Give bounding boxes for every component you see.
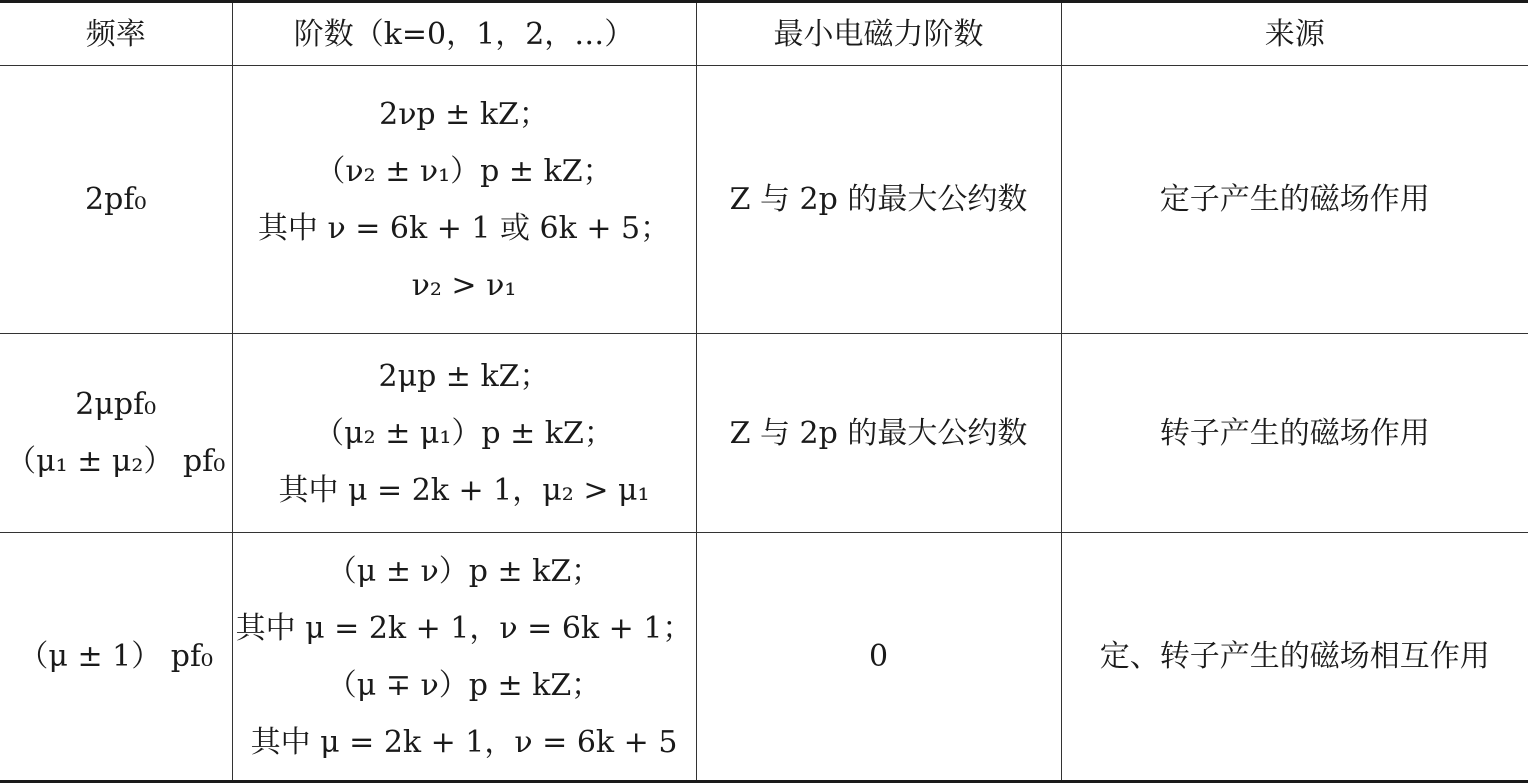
- order-line: 2νp ± kZ；: [379, 96, 549, 132]
- orders-cell: [232, 334, 696, 533]
- order-line: ν₂ > ν₁: [411, 267, 517, 303]
- order-line: 其中 ν = 6k + 1 或 6k + 5；: [257, 210, 671, 246]
- orders-cell: [232, 66, 696, 334]
- source-cell: 转子产生的磁场作用: [1061, 334, 1528, 533]
- frequency-cell: [0, 533, 232, 782]
- table-row: [0, 533, 1528, 782]
- source-cell: 定子产生的磁场作用: [1061, 66, 1528, 334]
- frequency-line: 2μpf₀: [75, 387, 157, 423]
- order-line: （μ ∓ ν）p ± kZ；: [326, 667, 602, 703]
- min-order-cell: 0: [696, 533, 1061, 782]
- header-orders: 阶数（k=0，1，2，…）: [232, 2, 696, 66]
- orders-cell: [232, 533, 696, 782]
- table-row: [0, 334, 1528, 533]
- source-cell: 定、转子产生的磁场相互作用: [1061, 533, 1528, 782]
- frequency-line: （μ₁ ± μ₂） pf₀: [6, 444, 226, 480]
- min-order-cell: Z 与 2p 的最大公约数: [696, 66, 1061, 334]
- order-line: （μ ± ν）p ± kZ；: [326, 553, 602, 589]
- frequency-line: 2pf₀: [85, 182, 147, 218]
- order-line: 其中 μ = 2k + 1，μ₂ > μ₁: [278, 472, 650, 508]
- order-line: 其中 μ = 2k + 1，ν = 6k + 5: [250, 724, 678, 760]
- table-row: [0, 66, 1528, 334]
- frequency-cell: [0, 66, 232, 334]
- header-row: [0, 2, 1528, 66]
- min-order-cell: Z 与 2p 的最大公约数: [696, 334, 1061, 533]
- frequency-cell: [0, 334, 232, 533]
- header-frequency: 频率: [0, 2, 232, 66]
- order-line: （ν₂ ± ν₁）p ± kZ；: [315, 153, 613, 189]
- frequency-line: （μ ± 1） pf₀: [18, 639, 214, 675]
- order-line: 2μp ± kZ；: [378, 358, 550, 394]
- header-min-order: 最小电磁力阶数: [696, 2, 1061, 66]
- order-line: （μ₂ ± μ₁）p ± kZ；: [314, 415, 614, 451]
- order-line: 其中 μ = 2k + 1，ν = 6k + 1；: [235, 610, 693, 646]
- header-source: 来源: [1061, 2, 1528, 66]
